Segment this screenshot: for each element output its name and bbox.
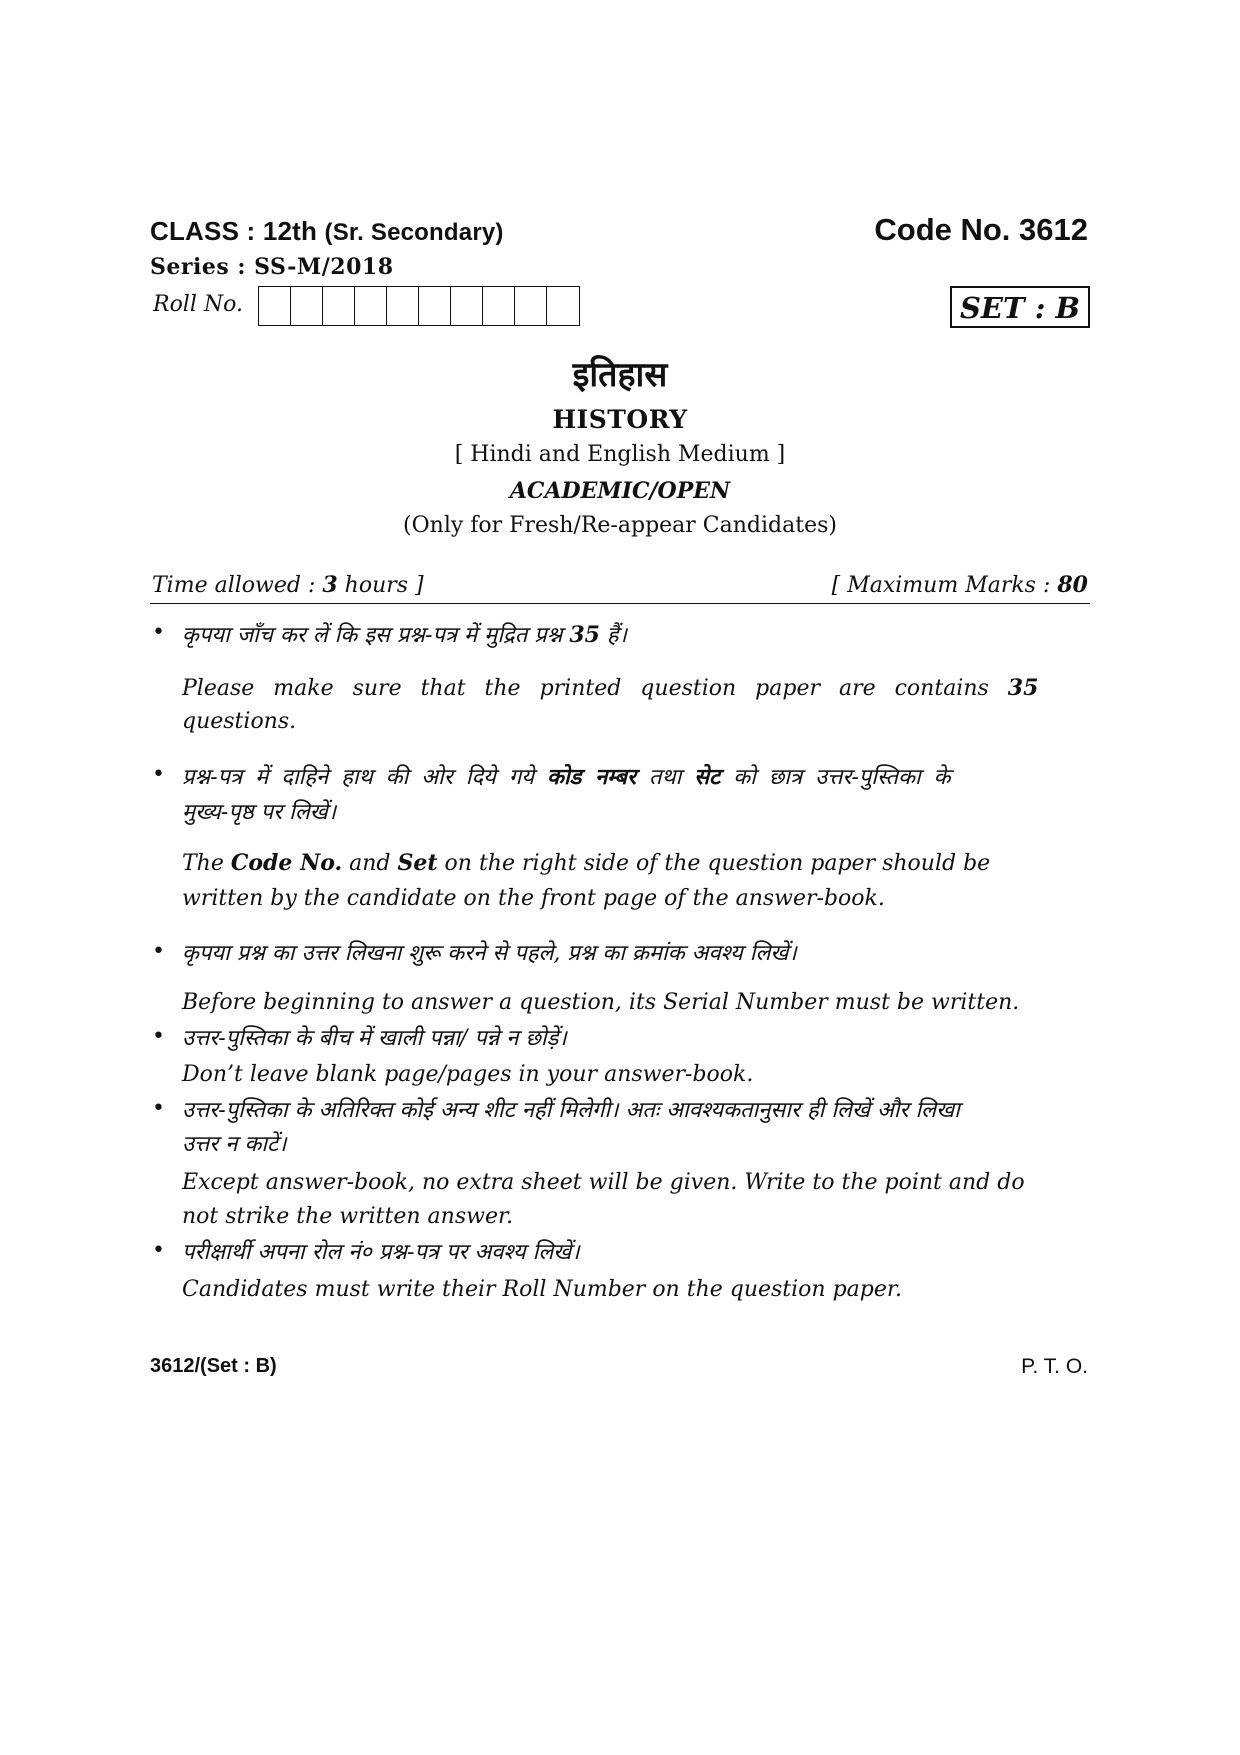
class-suffix: (Sr. Secondary) <box>324 219 504 246</box>
text: and <box>342 851 398 876</box>
medium-label: [ Hindi and English Medium ] <box>454 442 786 467</box>
bullet-icon: • <box>152 939 165 964</box>
instruction-1-hindi <box>182 617 1090 654</box>
roll-box[interactable] <box>483 287 515 325</box>
text: तथा <box>636 765 695 790</box>
text: Please make sure that the printed question paper are contains <box>182 676 1008 701</box>
bullet-icon: • <box>152 762 165 787</box>
roll-box[interactable] <box>419 287 451 325</box>
instruction-5-english-cont: not strike the written answer. <box>182 1204 514 1229</box>
instruction-5-hindi: उत्तर-पुस्तिका के अतिरिक्त कोई अन्य शीट नहीं मिलेगी। अतः आवश्यकतानुसार ही लिखें और लिखा <box>182 1098 960 1123</box>
text-bold: सेट <box>694 764 721 790</box>
time-prefix: Time allowed : <box>152 573 323 598</box>
text: प्रश्न-पत्र में दाहिने हाथ की ओर दिये गये <box>182 765 548 790</box>
instruction-2-hindi-cont: मुख्य-पृष्ठ पर लिखें। <box>182 800 337 825</box>
instruction-2-english-cont: written by the candidate on the front page of the answer-book. <box>182 886 885 911</box>
text-bold: Code No. <box>230 850 343 876</box>
roll-box[interactable] <box>355 287 387 325</box>
text-bold: 35 <box>569 622 600 648</box>
series-label: Series : SS-M/2018 <box>150 254 394 280</box>
subject-title-english: HISTORY <box>552 405 688 434</box>
set-badge: SET : B <box>950 286 1090 328</box>
candidates-label: (Only for Fresh/Re-appear Candidates) <box>403 513 837 538</box>
class-label <box>150 216 504 247</box>
roll-box[interactable] <box>291 287 323 325</box>
text-bold: कोड नम्बर <box>547 764 636 790</box>
roll-box[interactable] <box>259 287 291 325</box>
roll-box[interactable] <box>547 287 579 325</box>
bullet-icon: • <box>152 1024 165 1049</box>
divider <box>150 603 1090 604</box>
class-prefix: CLASS : 12th <box>150 216 318 246</box>
roll-box[interactable] <box>451 287 483 325</box>
instruction-4-english: Don’t leave blank page/pages in your answer-book. <box>182 1062 754 1087</box>
instruction-2-hindi <box>182 759 1090 796</box>
marks-value: 80 <box>1057 572 1088 598</box>
roll-box[interactable] <box>387 287 419 325</box>
bullet-icon: • <box>152 1238 165 1263</box>
bullet-icon: • <box>152 620 165 645</box>
bullet-icon: • <box>152 1096 165 1121</box>
text: हैं। <box>599 623 627 648</box>
maximum-marks <box>832 572 1088 598</box>
footer-code: 3612/(Set : B) <box>150 1355 277 1377</box>
roll-box[interactable] <box>515 287 547 325</box>
instruction-6-english: Candidates must write their Roll Number on the question paper. <box>182 1277 902 1302</box>
instruction-6-hindi: परीक्षार्थी अपना रोल नं० प्रश्न-पत्र पर अवश्य लिखें। <box>182 1240 580 1265</box>
text: कृपया जाँच कर लें कि इस प्रश्न-पत्र में मुद्रित प्रश्न <box>182 623 570 648</box>
instruction-4-hindi: उत्तर-पुस्तिका के बीच में खाली पन्ना/ पन्ने न छोड़ें। <box>182 1026 567 1051</box>
instruction-5-english: Except answer-book, no extra sheet will be given. Write to the point and do <box>182 1170 1025 1195</box>
text: को छात्र उत्तर-पुस्तिका के <box>720 765 951 790</box>
instruction-3-hindi: कृपया प्रश्न का उत्तर लिखना शुरू करने से पहले, प्रश्न का क्रमांक अवश्य लिखें। <box>182 941 797 966</box>
roll-number-label: Roll No. <box>153 292 243 317</box>
instruction-3-english: Before beginning to answer a question, its Serial Number must be written. <box>182 990 1020 1015</box>
academic-label: ACADEMIC/OPEN <box>509 478 731 504</box>
instruction-1-english <box>182 670 1090 707</box>
code-number: Code No. 3612 <box>874 212 1088 247</box>
instruction-2-english <box>182 845 1090 882</box>
subject-title-hindi: इतिहास <box>572 355 668 395</box>
roll-number-boxes[interactable] <box>258 286 580 326</box>
time-allowed <box>152 572 424 598</box>
text-bold: 35 <box>1007 675 1039 701</box>
instruction-5-hindi-cont: उत्तर न काटें। <box>182 1132 287 1157</box>
time-value: 3 <box>322 572 338 598</box>
text-bold: Set <box>397 850 438 876</box>
text: The <box>182 851 231 876</box>
marks-prefix: [ Maximum Marks : <box>831 573 1058 598</box>
time-suffix: hours ] <box>337 573 424 598</box>
text: on the right side of the question paper should be <box>437 851 991 876</box>
roll-box[interactable] <box>323 287 355 325</box>
instruction-1-english-cont: questions. <box>182 709 297 734</box>
pto-label: P. T. O. <box>1021 1355 1088 1378</box>
